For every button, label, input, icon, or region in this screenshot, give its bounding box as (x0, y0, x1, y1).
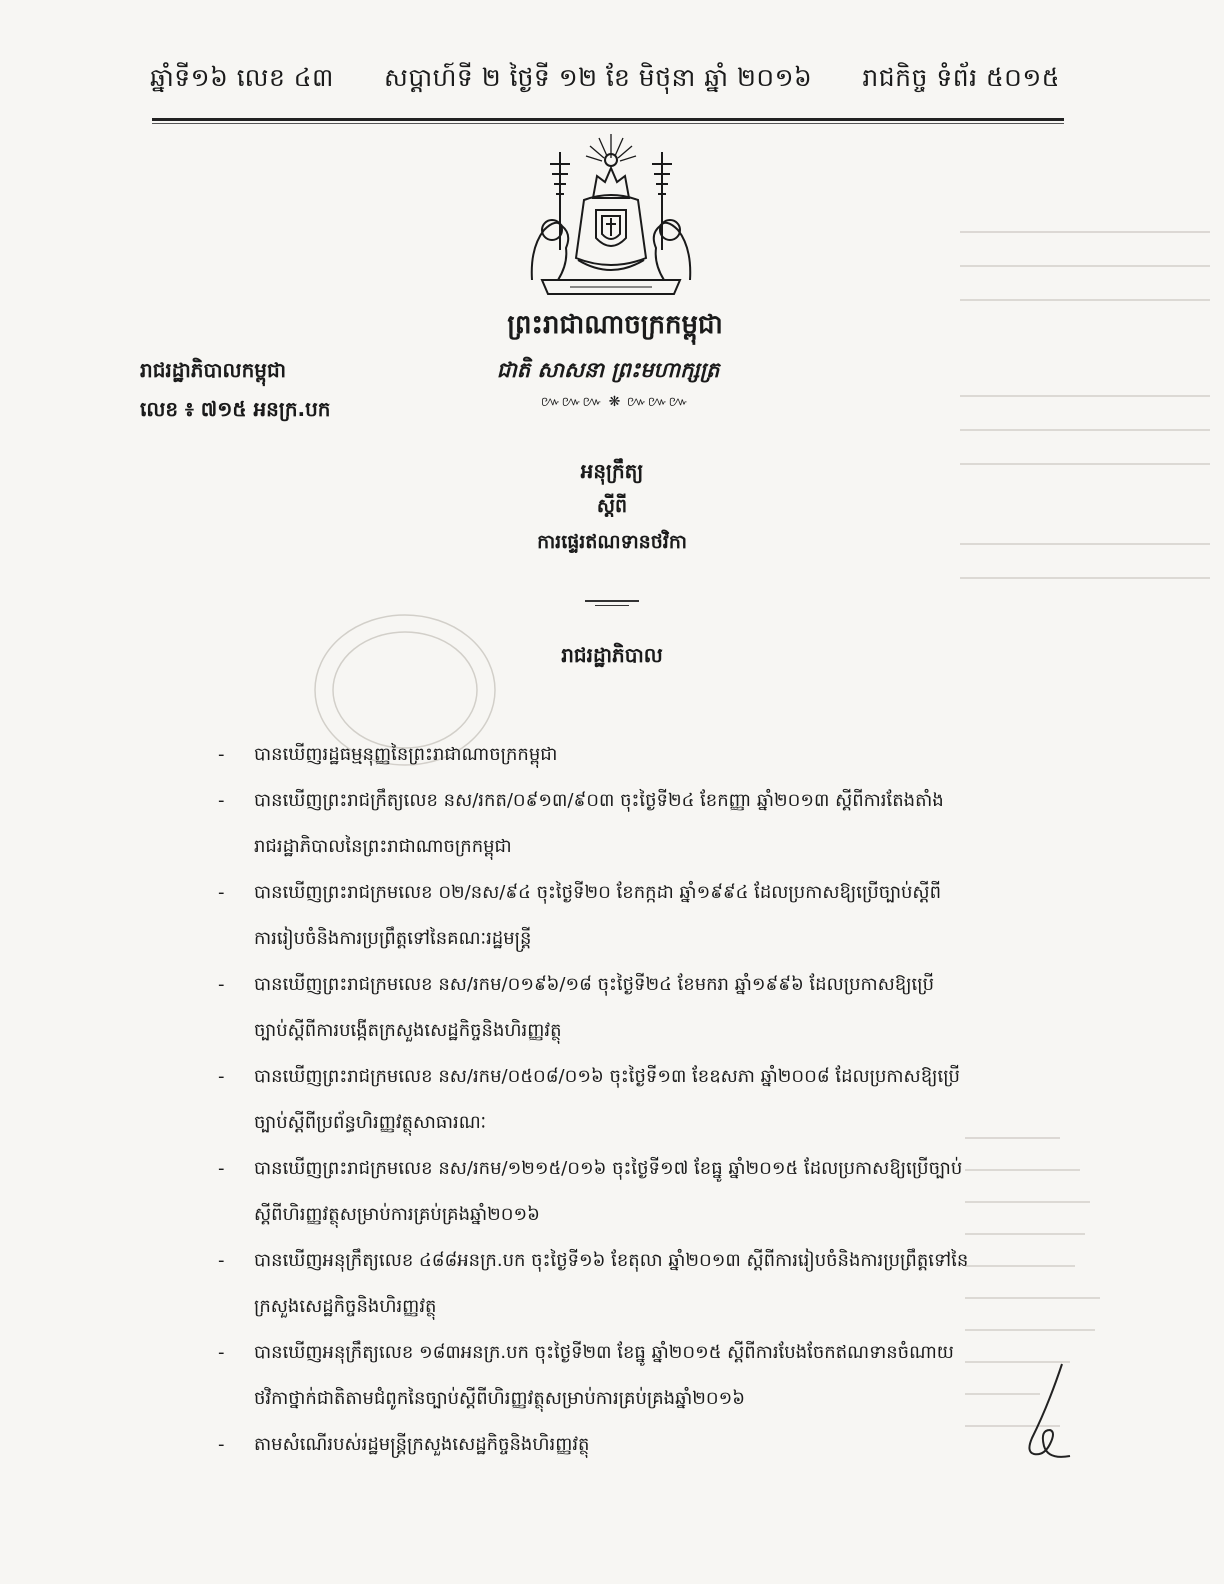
clause-text (254, 732, 1053, 778)
header-date: សប្តាហ៍ទី ២ ថ្ងៃទី ១២ ខែ មិថុនា ឆ្នាំ ២០១៦ (384, 63, 813, 92)
clause-line: ក្រសួងសេដ្ឋកិច្ចនិងហិរញ្ញវត្ថុ (254, 1296, 437, 1317)
preamble-clause (218, 1238, 1053, 1330)
kingdom-title: ព្រះរាជាណាចក្រកម្ពុជា (507, 310, 723, 340)
clause-line: បានឃើញព្រះរាជក្រមលេខ ០២/នស/៩៤ ចុះថ្ងៃទី២០ ខែកក្កដា ឆ្នាំ១៩៩៤ ដែលប្រកាសឱ្យប្រើច្បាប់ស្តីពី (254, 882, 941, 903)
clause-text (254, 1422, 1053, 1468)
clause-dash: - (218, 1434, 225, 1455)
document-type: អនុក្រឹត្យ (580, 459, 644, 483)
issuing-authority: រាជរដ្ឋាភិបាលកម្ពុជា (140, 358, 286, 382)
clause-line: ច្បាប់ស្តីពីប្រព័ន្ធហិរញ្ញវត្ថុសាធារណៈ (254, 1112, 487, 1133)
clause-dash: - (218, 1342, 225, 1363)
clause-dash: - (218, 1066, 225, 1087)
clause-dash: - (218, 974, 225, 995)
national-motto: ជាតិ សាសនា ព្រះមហាក្សត្រ (496, 358, 720, 382)
clause-dash: - (218, 882, 225, 903)
clause-line: បានឃើញព្រះរាជក្រមលេខ នស/រកម/០១៩៦/១៨ ចុះថ្ងៃទី២៤ ខែមករា ឆ្នាំ១៩៩៦ ដែលប្រកាសឱ្យប្រើ (254, 974, 935, 995)
preamble-clause (218, 1054, 1053, 1146)
clause-line: បានឃើញរដ្ឋធម្មនុញ្ញនៃព្រះរាជាណាចក្រកម្ពុជា (254, 744, 558, 765)
preamble-clause (218, 732, 1053, 778)
subject-underline (585, 600, 639, 602)
clause-text (254, 1146, 1053, 1238)
preamble-clauses (218, 732, 1053, 1468)
clause-line: ច្បាប់ស្តីពីការបង្កើតក្រសួងសេដ្ឋកិច្ចនិងហិរញ្ញវត្ថុ (254, 1020, 562, 1041)
about-label: ស្តីពី (596, 495, 628, 517)
clause-line: បានឃើញព្រះរាជក្រមលេខ នស/រកម/១២១៥/០១៦ ចុះថ្ងៃទី១៧ ខែធ្នូ ឆ្នាំ២០១៥ ដែលប្រកាសឱ្យប្រើច្បាប់ (254, 1158, 963, 1179)
subject-underline-thin (595, 605, 629, 606)
handwritten-signature (1010, 1360, 1080, 1470)
clause-line: ថវិកាថ្នាក់ជាតិតាមជំពូកនៃច្បាប់ស្តីពីហិរញ្ញវត្ថុសម្រាប់ការគ្រប់គ្រងឆ្នាំ២០១៦ (254, 1388, 745, 1409)
clause-text (254, 1330, 1053, 1422)
gazette-header (150, 63, 1060, 99)
clause-line: បានឃើញអនុក្រឹត្យលេខ ៤៨៨អនក្រ.បក ចុះថ្ងៃទី១៦ ខែតុលា ឆ្នាំ២០១៣ ស្តីពីការរៀបចំនិងការប្រព្រឹត្តទៅនៃ (254, 1250, 969, 1271)
clause-dash: - (218, 744, 225, 765)
header-gazette-page: រាជកិច្ច ទំព័រ ៥០១៥ (862, 63, 1060, 92)
preamble-clause (218, 778, 1053, 870)
clause-dash: - (218, 790, 225, 811)
clause-line: ការរៀបចំនិងការប្រព្រឹត្តទៅនៃគណៈរដ្ឋមន្ត្រី (254, 928, 532, 949)
clause-line: តាមសំណើរបស់រដ្ឋមន្ត្រីក្រសួងសេដ្ឋកិច្ចនិងហិរញ្ញវត្ថុ (254, 1434, 590, 1455)
clause-text (254, 1054, 1053, 1146)
document-number: លេខ ៖ ៧១៥ អនក្រ.បក (140, 397, 331, 421)
preamble-clause (218, 962, 1053, 1054)
clause-dash: - (218, 1250, 225, 1271)
clause-text (254, 962, 1053, 1054)
header-rule (152, 118, 1064, 121)
preamble-clause (218, 1422, 1053, 1468)
preamble-clause (218, 1330, 1053, 1422)
clause-dash: - (218, 1158, 225, 1179)
clause-line: បានឃើញអនុក្រឹត្យលេខ ១៨៣អនក្រ.បក ចុះថ្ងៃទី២៣ ខែធ្នូ ឆ្នាំ២០១៥ ស្តីពីការបែងចែកឥណទានចំណាយ (254, 1342, 954, 1363)
preamble-clause (218, 1146, 1053, 1238)
clause-line: បានឃើញព្រះរាជក្រមលេខ នស/រកម/០៥០៨/០១៦ ចុះថ្ងៃទី១៣ ខែឧសភា ឆ្នាំ២០០៨ ដែលប្រកាសឱ្យប្រើ (254, 1066, 960, 1087)
clause-text (254, 870, 1053, 962)
clause-line: រាជរដ្ឋាភិបាលនៃព្រះរាជាណាចក្រកម្ពុជា (254, 836, 512, 857)
decorative-ornament: ៚៚៚ ❋ ៚៚៚ (540, 394, 690, 410)
clause-text (254, 778, 1053, 870)
clause-line: ស្តីពីហិរញ្ញវត្ថុសម្រាប់ការគ្រប់គ្រងឆ្នាំ២០១៦ (254, 1204, 540, 1225)
government-heading: រាជរដ្ឋាភិបាល (561, 643, 663, 667)
clause-line: បានឃើញព្រះរាជក្រឹត្យលេខ នស/រកត/០៩១៣/៩០៣ ចុះថ្ងៃទី២៤ ខែកញ្ញា ឆ្នាំ២០១៣ ស្តីពីការតែងតាំង (254, 790, 944, 811)
document-subject: ការផ្ទេរឥណទានថវិកា (537, 531, 687, 553)
royal-coat-of-arms-icon (522, 130, 700, 300)
preamble-clause (218, 870, 1053, 962)
clause-text (254, 1238, 1053, 1330)
header-rule-thin (152, 123, 1064, 124)
header-year-issue: ឆ្នាំទី១៦ លេខ ៤៣ (150, 63, 334, 92)
